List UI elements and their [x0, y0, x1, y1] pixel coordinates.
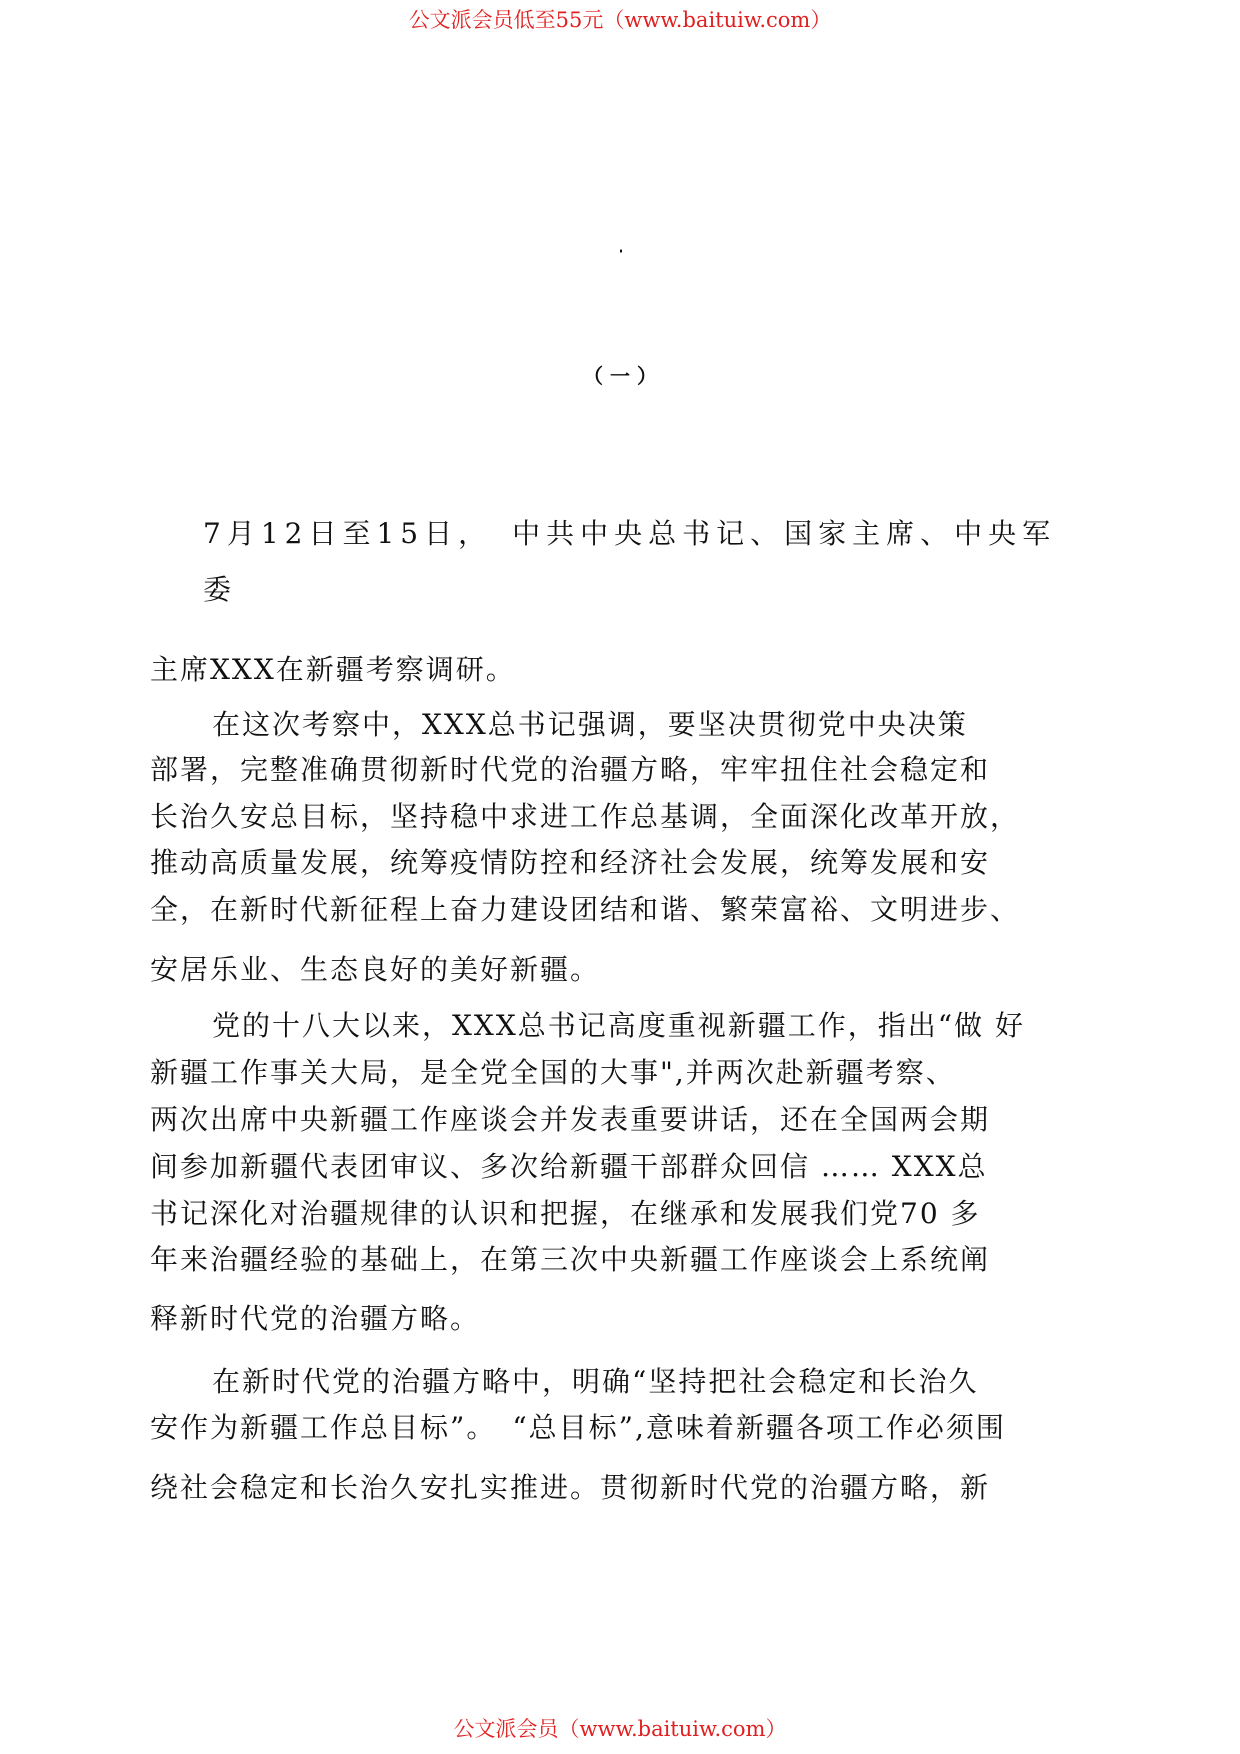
body-line: 新疆工作事关大局，是全党全国的大事",并两次赴新疆考察、	[150, 1056, 956, 1089]
body-line: 书记深化对治疆规律的认识和把握，在继承和发展我们党70 多	[150, 1197, 981, 1230]
body-line: 7月12日至15日， 中共中央总书记、国家主席、中央军	[203, 517, 1057, 550]
body-line: 推动高质量发展，统筹疫情防控和经济社会发展，统筹发展和安	[150, 846, 991, 879]
body-line: 主席XXX在新疆考察调研。	[150, 653, 516, 686]
body-line: 在这次考察中，XXX总书记强调，要坚决贯彻党中央决策	[212, 708, 968, 741]
body-line: 安作为新疆工作总目标”。 “总目标”,意味着新疆各项工作必须围	[150, 1411, 1006, 1444]
section-number: （ 一 ）	[583, 364, 657, 388]
body-line: 部署，完整准确贯彻新时代党的治疆方略，牢牢扭住社会稳定和	[150, 753, 991, 786]
body-line: 间参加新疆代表团审议、多次给新疆干部群众回信 …… XXX总	[150, 1150, 988, 1183]
body-line: 长治久安总目标，坚持稳中求进工作总基调，全面深化改革开放，	[150, 800, 1021, 833]
body-line: 安居乐业、生态良好的美好新疆。	[150, 953, 601, 986]
body-line: 两次出席中央新疆工作座谈会并发表重要讲话，还在全国两会期	[150, 1103, 991, 1136]
body-line: 党的十八大以来，XXX总书记高度重视新疆工作，指出“做 好	[212, 1009, 1026, 1042]
footer-watermark: 公文派会员（www.baituiw.com）	[453, 1717, 787, 1741]
body-line: 全，在新时代新征程上奋力建设团结和谐、繁荣富裕、文明进步、	[150, 893, 1021, 926]
body-line: 绕社会稳定和长治久安扎实推进。贯彻新时代党的治疆方略，新	[150, 1471, 991, 1504]
body-line: 年来治疆经验的基础上，在第三次中央新疆工作座谈会上系统阐	[150, 1243, 991, 1276]
body-line: 释新时代党的治疆方略。	[150, 1302, 481, 1335]
document-title: 新时代党的治疆方略专题研讨发言材料党课讲稿共六篇	[619, 251, 620, 253]
body-line: 在新时代党的治疆方略中，明确“坚持把社会稳定和长治久	[212, 1365, 979, 1398]
body-line: 委	[203, 573, 234, 606]
header-watermark: 公文派会员低至55元（www.baituiw.com）	[408, 8, 832, 32]
